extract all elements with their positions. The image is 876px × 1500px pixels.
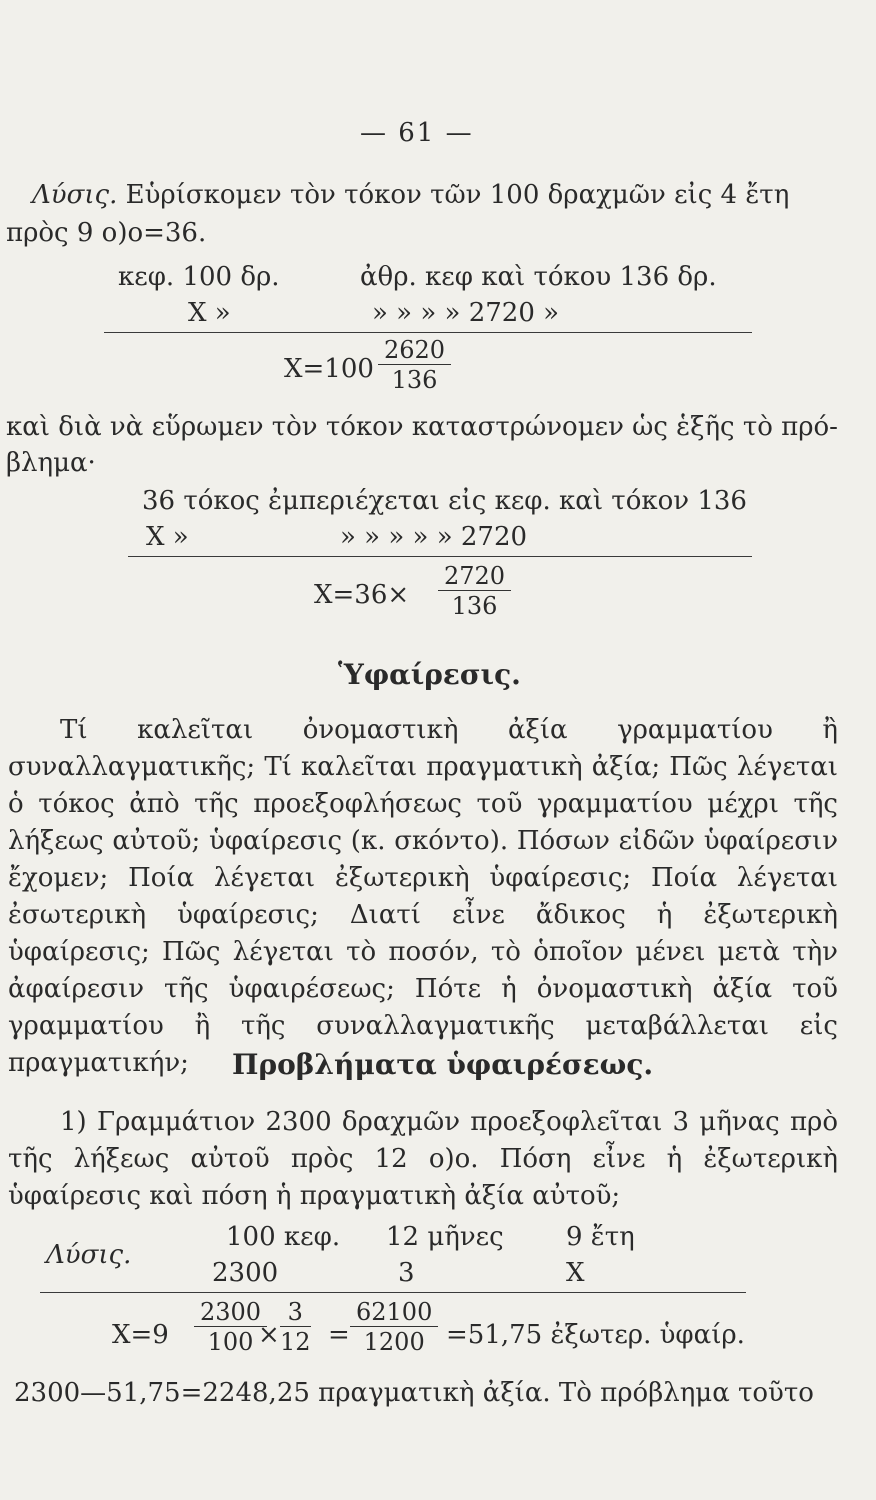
equation-2-left: Χ=36× [314,580,410,610]
section-paragraph: Τί καλεῖται ὀνομαστικὴ ἀξία γραμματίου ἢ συναλλαγματικῆς; Τί καλεῖται πραγματικὴ ἀξία; Πῶς λέγεται ὁ τόκος ἀπὸ τῆς προεξοφλήσεως τοῦ γραμματίου μέχρι τῆς λήξεως αὐτοῦ; ὑφαίρεσις (κ. σκόντο). Πόσων εἰδῶν ὑφαίρεσιν ἔχομεν; Ποία λέγεται ἐξωτερικὴ ὑφαίρεσις; Ποία λέγεται ἐσωτερικὴ ὑφαίρεσις; Διατί εἶνε ἄδικος ἡ ἐξωτερικὴ ὑφαίρεσις; Πῶς λέγεται τὸ ποσόν, τὸ ὁποῖον μένει μετὰ τὴν ἀφαίρεσιν τῆς ὑφαιρέσεως; Πότε ἡ ὀνομαστικὴ ἀξία τοῦ γραμματίου ἢ τῆς συναλλαγματικῆς μεταβάλλεται εἰς πραγματικήν; [8,715,838,1078]
problem-paragraph: 1) Γραμμάτιον 2300 δραχμῶν προεξοφλεῖται 3 μῆνας πρὸ τῆς λήξεως αὐτοῦ πρὸς 12 ο)ο. Πόση εἶνε ἡ ἐξωτερικὴ ὑφαίρεσις καὶ πόση ἡ πραγματικὴ ἀξία αὐτοῦ; [8,1107,838,1211]
divider-line [40,1292,746,1293]
proportion-row4-left: Χ » [146,522,189,552]
solution-line-1 [32,180,789,210]
final-line: 2300—51,75=2248,25 πραγματικὴ ἀξία. Τὸ πρόβλημα τοῦτο [14,1378,814,1408]
proportion-row1-left: κεφ. 100 δρ. [118,262,280,292]
fraction-denominator: 1200 [363,1328,425,1356]
fraction-numerator: 62100 [350,1298,438,1327]
section-heading: Ὑφαίρεσις. [338,658,521,691]
fraction-numerator: 3 [280,1298,311,1327]
fraction-numerator: 2720 [438,562,511,591]
solution-label: Λύσις. [32,180,118,210]
table-cell: 9 ἔτη [566,1222,635,1252]
equation-3-result: =51,75 ἐξωτερ. ὑφαίρ. [446,1320,745,1350]
fraction-denominator: 12 [280,1328,311,1356]
table-cell: 2300 [212,1258,279,1288]
proportion-row3: 36 τόκος ἐμπεριέχεται εἰς κεφ. καὶ τόκον 136 [142,486,747,516]
equation-1-fraction [378,336,451,395]
equation-2-fraction [438,562,511,621]
fraction-denominator: 100 [207,1328,254,1356]
table-cell: 100 κεφ. [226,1222,341,1252]
table-cell: 3 [398,1258,415,1288]
equation-1-left: Χ=100 [284,354,374,384]
text-line-1: καὶ διὰ νὰ εὕρωμεν τὸν τόκον καταστρώνομεν ὡς ἑξῆς τὸ πρό- [6,412,838,442]
page-number: — 61 — [360,118,474,148]
equation-3-fraction-3 [350,1298,438,1357]
proportion-row1-right: ἀθρ. κεφ καὶ τόκου 136 δρ. [360,262,717,292]
solution-label: Λύσις. [46,1240,132,1270]
table-cell: Χ [566,1258,585,1288]
equation-3-fraction-2 [280,1298,311,1357]
equals-sign: = [328,1320,350,1350]
equation-3-fraction-1 [194,1298,267,1357]
proportion-row2-right: » » » » 2720 » [372,298,560,328]
text-line-2: βλημα· [6,448,96,478]
proportion-row4-right: » » » » » 2720 [340,522,528,552]
proportion-row2-left: Χ » [188,298,231,328]
solution-text: Εὑρίσκομεν τὸν τόκον τῶν 100 δραχμῶν εἰς 4 ἔτη [125,180,790,210]
solution-line-2: πρὸς 9 ο)ο=36. [6,218,207,248]
fraction-numerator: 2620 [378,336,451,365]
divider-line [128,556,752,557]
fraction-denominator: 136 [391,366,438,394]
section-heading: Προβλήματα ὑφαιρέσεως. [232,1048,654,1081]
table-cell: 12 μῆνες [386,1222,504,1252]
equation-3-prefix: Χ=9 [112,1320,169,1350]
fraction-numerator: 2300 [194,1298,267,1327]
times-sign: × [258,1320,280,1350]
fraction-denominator: 136 [451,592,498,620]
divider-line [104,332,752,333]
